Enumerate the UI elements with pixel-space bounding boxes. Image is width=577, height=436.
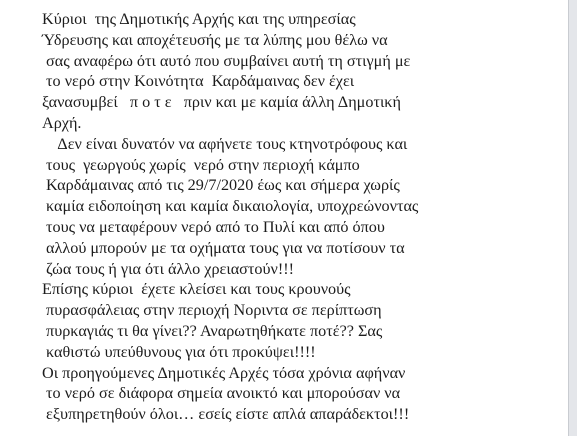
letter-line: Δεν είναι δυνατόν να αφήνετε τους κτηνοτρόφους και xyxy=(42,134,408,153)
letter-body xyxy=(42,9,552,425)
letter-line: το νερό στην Κοινότητα Καρδάμαινας δεν έχει xyxy=(42,72,355,91)
letter-line: τους γεωργούς χωρίς νερό στην περιοχή κάμπο xyxy=(42,155,360,174)
letter-line: Επίσης κύριοι έχετε κλείσει και τους κρουνούς xyxy=(42,280,351,299)
letter-line: εξυπηρετηθούν όλοι… εσείς είστε απλά απαράδεκτοι!!! xyxy=(42,405,410,424)
letter-line: ξανασυμβεί π ο τ ε πριν και με καμία άλλη Δημοτική xyxy=(42,93,401,112)
letter-line: πυρασφάλειας στην περιοχή Νοριντα σε περίπτωση xyxy=(42,301,382,320)
letter-line: το νερό σε διάφορα σημεία ανοικτό και μπορούσαν να xyxy=(42,384,401,403)
letter-line: Ύδρευσης και αποχέτευσής με τα λύπης μου θέλω να xyxy=(42,30,388,49)
letter-line: καθιστώ υπεύθυνους για ότι προκύψει!!!! xyxy=(42,342,316,361)
letter-line: καμία ειδοποίηση και καμία δικαιολογία, υποχρεώνοντας xyxy=(42,197,419,216)
letter-line: Κύριοι της Δημοτικής Αρχής και της υπηρεσίας xyxy=(42,10,356,28)
letter-line: Οι προηγούμενες Δημοτικές Αρχές τόσα χρόνια αφήναν xyxy=(42,363,406,382)
letter-line: Αρχή. xyxy=(42,113,82,132)
letter-line: σας αναφέρω ότι αυτό που συμβαίνει αυτή τη στιγμή με xyxy=(42,51,411,70)
letter-line: Καρδάμαινας από τις 29/7/2020 έως και σήμερα χωρίς xyxy=(42,176,400,195)
letter-line: πυρκαγιάς τι θα γίνει?? Αναρωτηθήκατε ποτέ?? Σας xyxy=(42,321,383,340)
scrollbar-track[interactable] xyxy=(569,0,577,436)
letter-line: ζώα τους ή για ότι άλλο χρειαστούν!!! xyxy=(42,259,295,278)
letter-line: τους να μεταφέρουν νερό από το Πυλί και από όπου xyxy=(42,217,385,236)
letter-line: αλλού μπορούν με τα οχήματα τους για να ποτίσουν τα xyxy=(42,238,405,257)
